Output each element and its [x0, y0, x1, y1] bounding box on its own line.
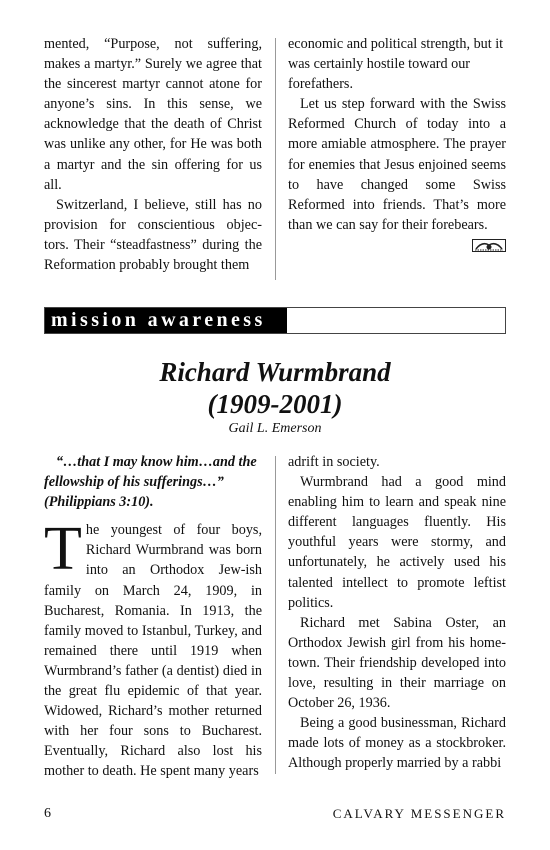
paragraph: Switzerland, I believe, still has no provision for conscientious objec-tors. Their “steadfastness” during the Reformation probably brought them [44, 196, 262, 274]
paragraph: adrift in society. [288, 454, 380, 470]
section-label: mission awareness [45, 308, 287, 333]
drop-cap: T [44, 515, 82, 584]
section-header [44, 307, 506, 334]
epigraph-verse: “…that I may know him…and the fellowship of his sufferings…” (Philippians 3:10). [44, 454, 257, 511]
column-divider [275, 456, 276, 774]
paragraph-text: Let us step forward with the Swiss Reformed Church of today into a more amiable atmosphere. The prayer for enemies that Jesus enjoined seems to have changed some Swiss Reformed into friends. That’s more than we can say for their forebears. [288, 96, 506, 233]
title-dates: (1909-2001) [207, 389, 343, 419]
publication-name: CALVARY MESSENGER [332, 806, 506, 821]
article-title [0, 356, 550, 420]
paragraph-text: he youngest of four boys, Richard Wurmbrand was born into an Orthodox Jew-ish family on March 24, 1909, in Bucharest, Romania. In 1913, the family moved to Istanbul, Turkey, and remained there until 1919 when Wurmbrand’s father (a dentist) died in the great flu epidemic of that year. Widowed, Richard’s mother returned with her four sons to Bucharest. Eventually, Richard also lost his mother to death. He spent many years [44, 522, 262, 780]
page-number: 6 [44, 806, 51, 821]
paragraph [288, 94, 506, 235]
paragraph [44, 515, 262, 781]
bottom-right-column [288, 452, 506, 774]
top-right-column [288, 34, 506, 252]
paragraph: Being a good businessman, Richard made lots of money as a stockbroker. Although properly married by a rabbi [288, 715, 506, 772]
paragraph: Richard met Sabina Oster, an Orthodox Jewish girl from his home-town. Their friendship developed into love, resulting in their marriage on October 26, 1936. [288, 614, 506, 712]
paragraph: economic and political strength, but it was certainly hostile toward our forefathers. [288, 36, 504, 93]
article-author: Gail L. Emerson [228, 421, 322, 436]
paragraph: mented, “Purpose, not suffering, makes a martyr.” Surely we agree that the sincerest martyr cannot atone for anyone’s sins. In this sense, we acknowledge that the death of Christ was unlike any other, for He was both a martyr and the sin offering for us all. [44, 36, 262, 193]
top-left-column [44, 34, 262, 275]
paragraph: Wurmbrand had a good mind enabling him to learn and speak nine different languages fluently. His youthful years were stormy, and unfortunately, he actively used his talented intellect to promote leftist politics. [288, 474, 506, 611]
column-divider [275, 38, 276, 280]
bottom-left-column [44, 452, 262, 782]
title-line: Richard Wurmbrand [159, 357, 391, 387]
ornament-icon [472, 239, 506, 252]
